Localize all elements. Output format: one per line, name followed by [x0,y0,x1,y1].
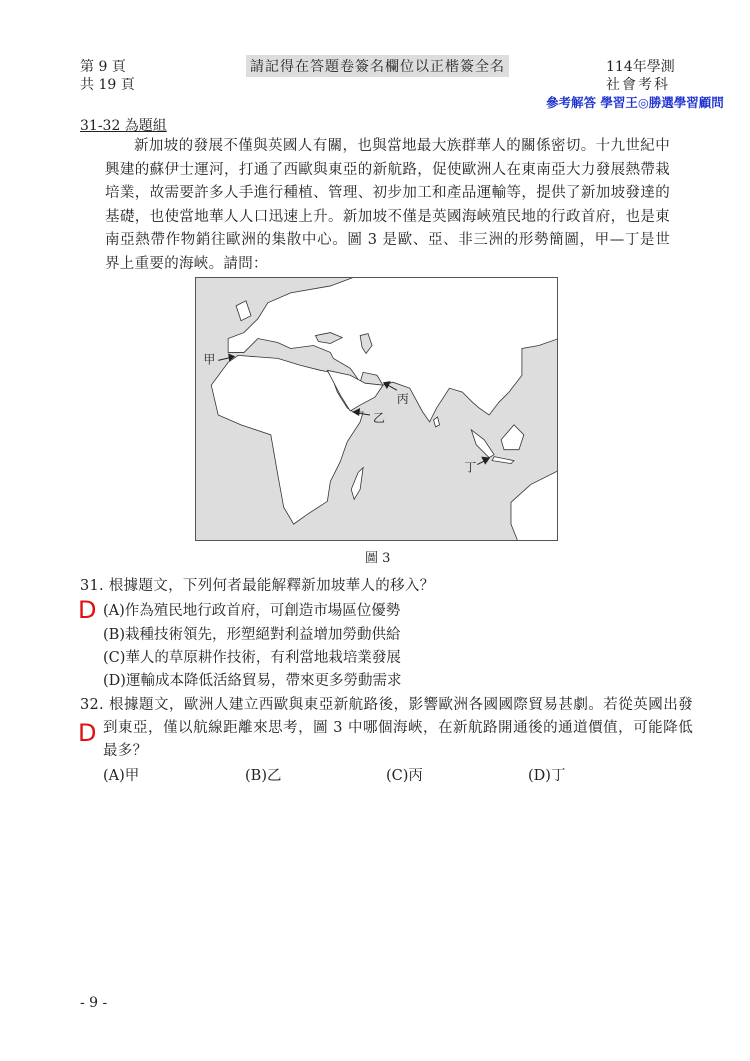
question-32-option-c: (C)丙 [386,768,423,784]
borneo [501,425,524,450]
figure-3-map [195,277,558,541]
map-svg [196,278,558,541]
footer-page-number: - 9 - [80,995,108,1011]
group-title: 31-32 為題組 [80,118,167,134]
strait-label-yi: 乙 [373,410,385,425]
question-31-option-c: (C)華人的草原耕作技術，有利當地栽培業發展 [103,650,401,666]
total-pages-label: 共 19 頁 [80,77,135,93]
madagascar [351,468,363,500]
question-32-option-b: (B)乙 [245,768,282,784]
question-31-option-a: (A)作為殖民地行政首府，可創造市場區位優勢 [103,603,401,619]
passage [105,135,670,276]
sri-lanka [434,417,440,427]
australia-landmass [511,471,558,541]
question-31-answer: D [78,596,97,624]
question-32-option-a: (A)甲 [103,768,140,784]
question-32-answer: D [78,719,97,747]
question-31-option-d: (D)運輸成本降低活絡貿易，帶來更多勞動需求 [103,673,402,689]
question-32-stem: 32. 根據題文，歐洲人建立西歐與東亞新航路後，影響歐洲各國國際貿易甚劇。若從英國出發到東亞，僅以航線距離來思考，圖 3 中哪個海峽，在新航路開通後的通道價值，可能降低最多？ [80,697,693,759]
question-32-option-d: (D)丁 [528,768,566,784]
signature-notice: 請記得在答題卷簽名欄位以正楷簽全名 [246,55,509,77]
subject-title: 社會考科 [606,77,670,93]
reference-answer-source: 參考解答 學習王◎勝選學習顧問 [546,95,724,110]
exam-title: 114年學測 [606,59,675,75]
strait-label-bing: 丙 [396,392,409,407]
strait-label-jia: 甲 [203,352,216,367]
figure-caption: 圖 3 [365,551,391,566]
question-31-stem: 31. 根據題文，下列何者最能解釋新加坡華人的移入？ [80,578,435,594]
question-31-option-b: (B)栽種技術領先，形塑絕對利益增加勞動供給 [103,627,401,643]
java [492,457,514,464]
passage-text: 新加坡的發展不僅與英國人有關，也與當地最大族群華人的關係密切。十九世紀中興建的蘇伊士運河，打通了西歐與東亞的新航路，促使歐洲人在東南亞大力發展熱帶栽培業，故需要許多人手進行種植、管理、初步加工和產品運輸等，提供了新加坡發達的基礎，也使當地華人人口迅速上升。新加坡不僅是英國海峽殖民地的行政首府，也是東南亞熱帶作物銷往歐洲的集散中心。圖 3 是歐、亞、非三洲的形勢簡圖，甲—丁是世界上重要的海峽。請問： [105,138,670,272]
britain [236,301,251,321]
page-number-label: 第 9 頁 [80,59,126,75]
arrow-ding [481,457,490,465]
strait-label-ding: 丁 [464,460,477,475]
sumatra [471,430,494,458]
